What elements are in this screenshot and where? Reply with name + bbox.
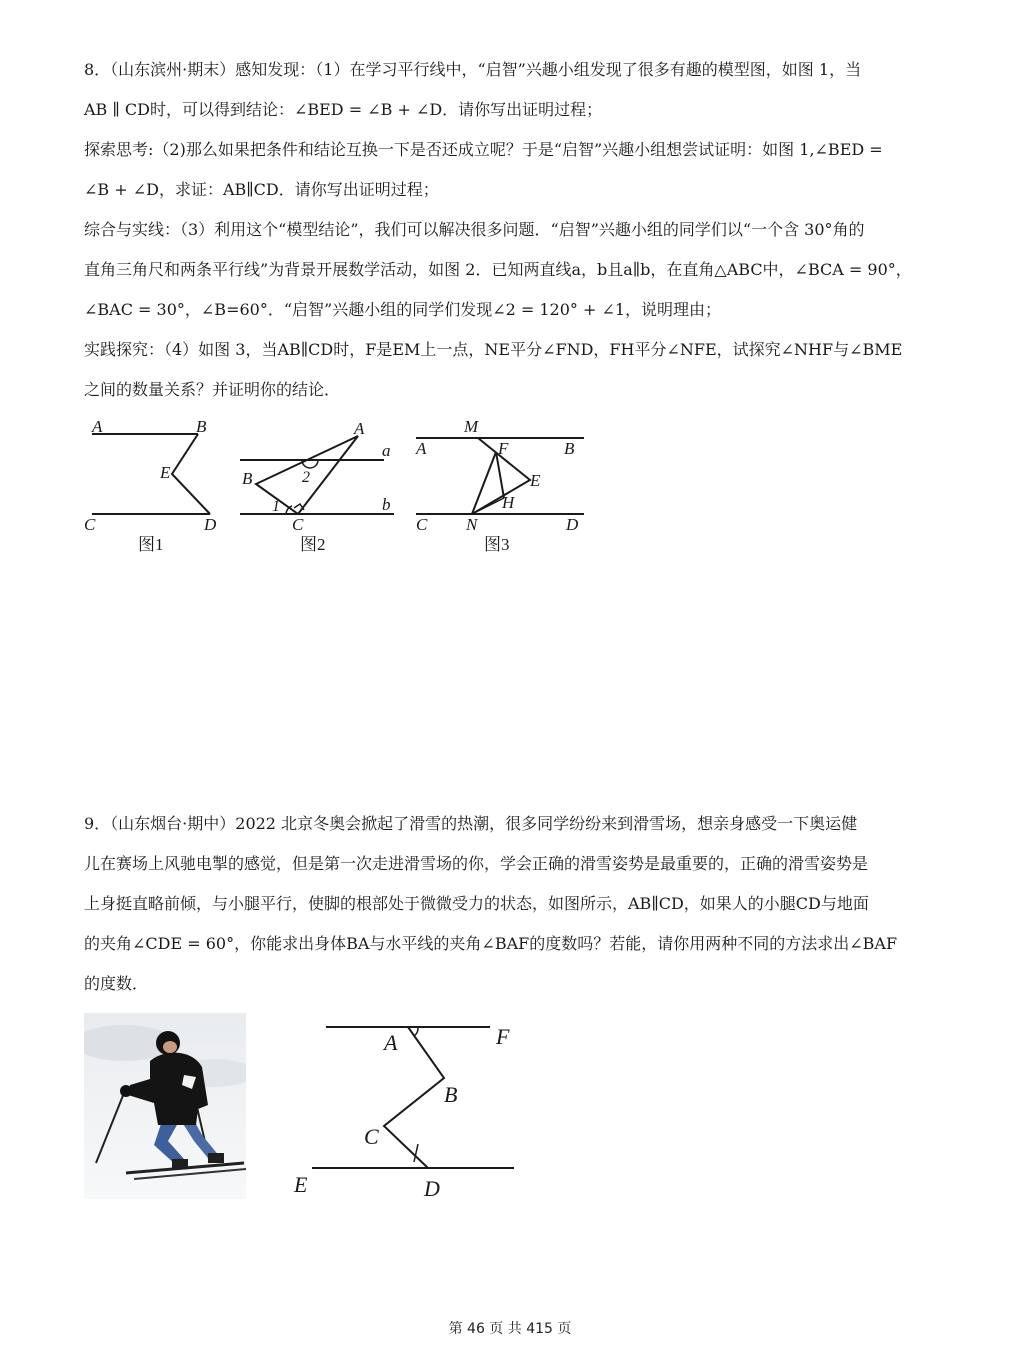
- q8-line: 直角三角尺和两条平行线”为背景开展数学活动，如图 2．已知两直线a，b且a∥b，在直角△ABC中，∠BCA = 90°，: [84, 260, 912, 279]
- label-f: F: [496, 1024, 510, 1049]
- q8-line: 综合与实线：（3）利用这个“模型结论”，我们可以解决很多问题．“启智”兴趣小组的同学们以“一个含 30°角的: [84, 220, 865, 239]
- right-angle-mark: [294, 504, 304, 510]
- label-c: C: [364, 1124, 379, 1149]
- label-n: N: [466, 515, 478, 534]
- label-b: B: [242, 469, 253, 488]
- segment-bed: [172, 434, 210, 514]
- label-a: A: [354, 419, 365, 438]
- label-angle-2: 2: [302, 469, 310, 486]
- label-angle-1: 1: [272, 498, 280, 515]
- figure-q9: [290, 1012, 530, 1212]
- label-d: D: [566, 515, 579, 534]
- figure-3: [412, 412, 592, 562]
- figure-3-caption: 图3: [484, 535, 510, 554]
- label-e: E: [294, 1172, 308, 1197]
- label-b: B: [564, 439, 575, 458]
- figure-2: [236, 412, 406, 562]
- label-m: M: [464, 417, 479, 436]
- label-c: C: [416, 515, 428, 534]
- figure-2-caption: 图2: [300, 535, 326, 554]
- label-c: C: [292, 515, 304, 534]
- label-a: A: [92, 417, 103, 436]
- label-b: B: [444, 1082, 458, 1107]
- q9-line: 的夹角∠CDE = 60°，你能求出身体BA与水平线的夹角∠BAF的度数吗？若能，请你用两种不同的方法求出∠BAF: [84, 934, 898, 953]
- label-d: D: [204, 515, 217, 534]
- label-h: H: [502, 493, 515, 512]
- q8-line: 探索思考:（2)那么如果把条件和结论互换一下是否还成立呢？于是“启智”兴趣小组想尝试证明：如图 1,∠BED =: [84, 140, 883, 159]
- q8-line: AB ∥ CD时，可以得到结论：∠BED = ∠B + ∠D．请你写出证明过程；: [84, 100, 603, 119]
- q8-line: ∠BAC = 30°，∠B=60°．“启智”兴趣小组的同学们发现∠2 = 120° + ∠1，说明理由；: [84, 300, 722, 319]
- q8-line: ∠B + ∠D，求证：AB∥CD．请你写出证明过程；: [84, 180, 439, 199]
- q9-line: 儿在赛场上风驰电掣的感觉，但是第一次走进滑雪场的你，学会正确的滑雪姿势是最重要的，正确的滑雪姿势是: [84, 854, 869, 873]
- q9-line: 上身挺直略前倾，与小腿平行，使脚的根部处于微微受力的状态，如图所示，AB∥CD，如果人的小腿CD与地面: [84, 894, 869, 913]
- angle-cde-tick: [414, 1144, 418, 1162]
- label-line-b: b: [382, 495, 391, 514]
- label-a: A: [384, 1030, 398, 1055]
- q8-line: 之间的数量关系？并证明你的结论．: [84, 380, 341, 399]
- label-line-a: a: [382, 441, 391, 460]
- skier-photo: [84, 1013, 246, 1199]
- q8-line: 8．（山东滨州·期末）感知发现：（1）在学习平行线中，“启智”兴趣小组发现了很多有趣的模型图，如图 1，当: [84, 60, 862, 79]
- label-b: B: [196, 417, 207, 436]
- q8-line: 实践探究：（4）如图 3，当AB∥CD时，F是EM上一点，NE平分∠FND，FH平分∠NFE，试探究∠NHF与∠BME: [84, 340, 903, 359]
- label-e: E: [530, 471, 541, 490]
- question-9: [84, 804, 940, 1004]
- skier-illustration: [84, 1013, 246, 1199]
- q9-line: 的度数．: [84, 974, 149, 993]
- question-8: [84, 50, 940, 410]
- figure-1: [80, 412, 230, 562]
- angle-baf-arc: [414, 1027, 418, 1036]
- label-a: A: [416, 439, 427, 458]
- label-d: D: [424, 1176, 440, 1201]
- segment-fn: [472, 452, 496, 514]
- page-footer: 第 46 页 共 415 页: [448, 1321, 572, 1337]
- label-c: C: [84, 515, 96, 534]
- label-f: F: [498, 439, 509, 458]
- figure-1-caption: 图1: [138, 535, 164, 554]
- q9-line: 9．（山东烟台·期中）2022 北京冬奥会掀起了滑雪的热潮，很多同学纷纷来到滑雪场，想亲身感受一下奥运健: [84, 814, 858, 833]
- label-e: E: [160, 463, 171, 482]
